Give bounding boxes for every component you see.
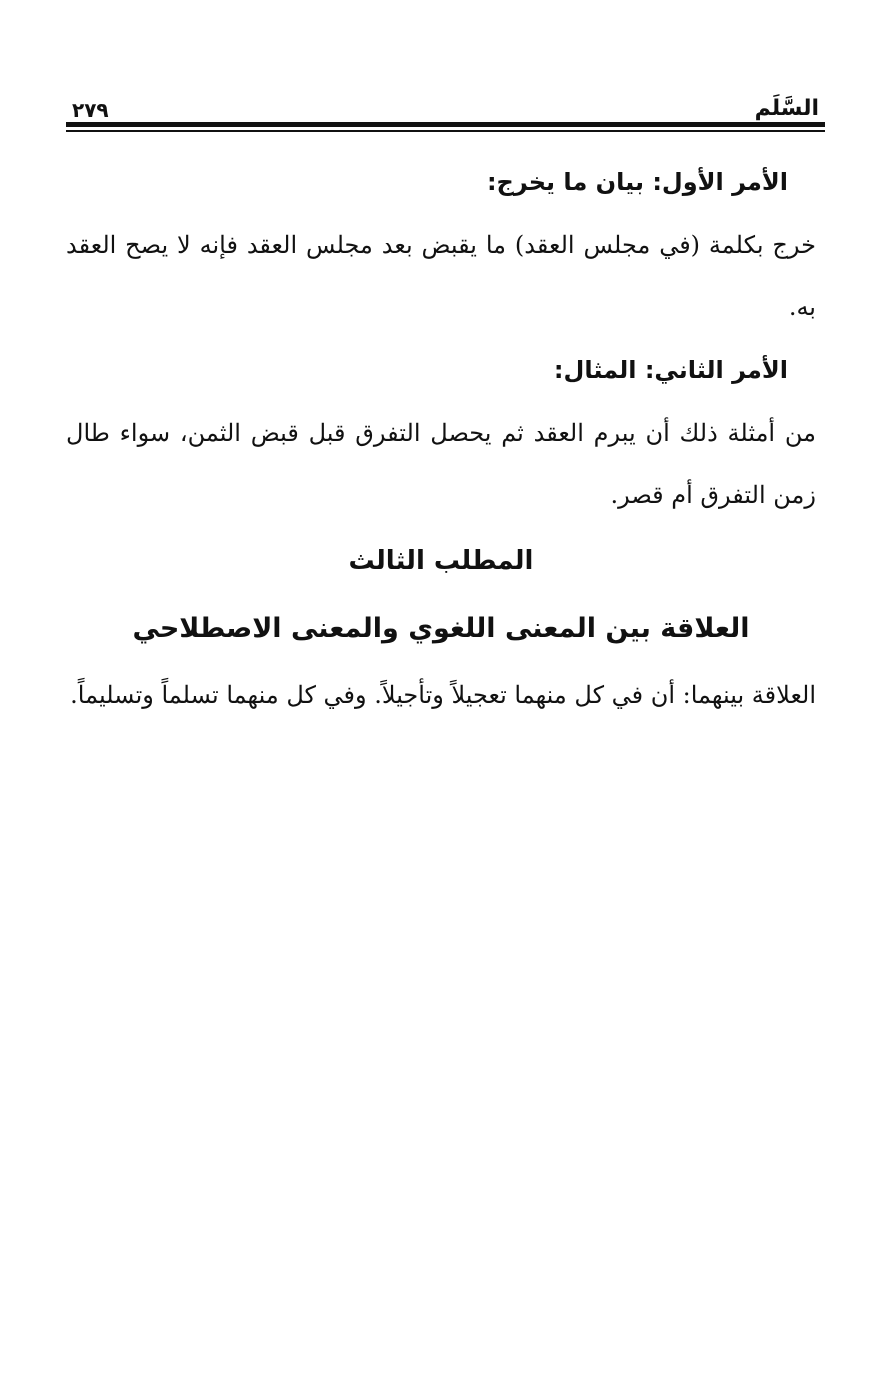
heading-second-matter: الأمر الثاني: المثال:	[553, 356, 788, 384]
header-rule-thin	[66, 130, 825, 132]
running-head	[66, 84, 825, 120]
section-heading: المطلب الثالث	[348, 546, 534, 576]
running-head-title: السَّلَم	[754, 96, 819, 121]
paragraph-first-matter: خرج بكلمة (في مجلس العقد) ما يقبض بعد مجلس العقد فإنه لا يصح العقد به.	[66, 231, 816, 321]
page-number: ٢٧٩	[72, 98, 109, 122]
heading-first-matter: الأمر الأول: بيان ما يخرج:	[486, 168, 788, 196]
header-rule-thick	[66, 122, 825, 127]
paragraph-relationship: العلاقة بينهما: أن في كل منهما تعجيلاً وتأجيلاً. وفي كل منهما تسلماً وتسليماً.	[70, 681, 816, 709]
section-subheading: العلاقة بين المعنى اللغوي والمعنى الاصطلاحي	[132, 613, 750, 644]
page-body	[66, 150, 816, 726]
paragraph-second-matter: من أمثلة ذلك أن يبرم العقد ثم يحصل التفرق قبل قبض الثمن، سواء طال زمن التفرق أم قصر.	[66, 419, 816, 509]
